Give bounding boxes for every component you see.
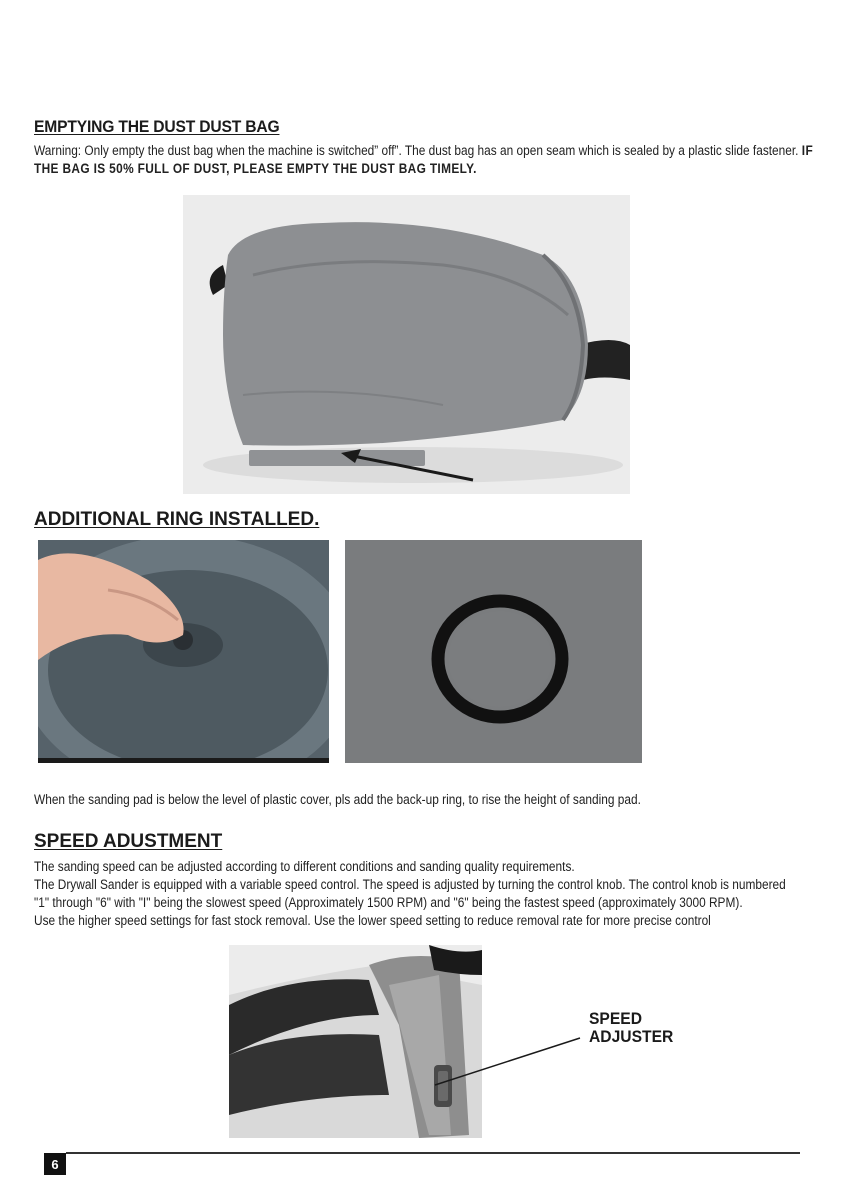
ring-instruction-paragraph: When the sanding pad is below the level of plastic cover, pls add the back-up ring, to rise the height of sanding pad. [34, 792, 641, 807]
speed-line-4: Use the higher speed settings for fast stock removal. Use the lower speed setting to reduce removal rate for more precise control [34, 913, 711, 928]
speed-paragraph [34, 858, 826, 930]
section-title-speed-adjustment: SPEED ADUSTMENT [34, 831, 223, 852]
section-title-emptying-dust-bag: EMPTYING THE DUST DUST BAG [34, 117, 280, 136]
hand-installing-ring-photo [38, 540, 329, 763]
speed-line-3: "1" through "6" with "I" being the slowest speed (Approximately 1500 RPM) and "6" being the fastest speed (approximately 3000 RPM). [34, 895, 743, 910]
callout-line-1: SPEED [589, 1009, 643, 1028]
emptying-warning-bold: IF THE BAG IS 50% FULL OF DUST, PLEASE EMPTY THE DUST BAG TIMELY. [34, 143, 814, 176]
callout-line-2: ADJUSTER [589, 1027, 674, 1046]
emptying-warning-paragraph [34, 142, 826, 178]
emptying-warning-text: Warning: Only empty the dust bag when the machine is switched” off”. The dust bag has an open seam which is sealed by a plastic slide fastener. [34, 143, 802, 158]
footer-rule [66, 1152, 800, 1154]
page-number: 6 [44, 1153, 66, 1175]
speed-adjuster-callout [589, 1010, 673, 1046]
speed-line-1: The sanding speed can be adjusted according to different conditions and sanding quality requirements. [34, 859, 575, 874]
callout-pointer-line [430, 1030, 590, 1090]
backup-ring-photo [345, 540, 642, 763]
section-title-additional-ring: ADDITIONAL RING INSTALLED. [34, 509, 320, 530]
dust-bag-photo [183, 195, 630, 494]
speed-line-2: The Drywall Sander is equipped with a variable speed control. The speed is adjusted by turning the control knob. The control knob is numbered [34, 877, 786, 892]
